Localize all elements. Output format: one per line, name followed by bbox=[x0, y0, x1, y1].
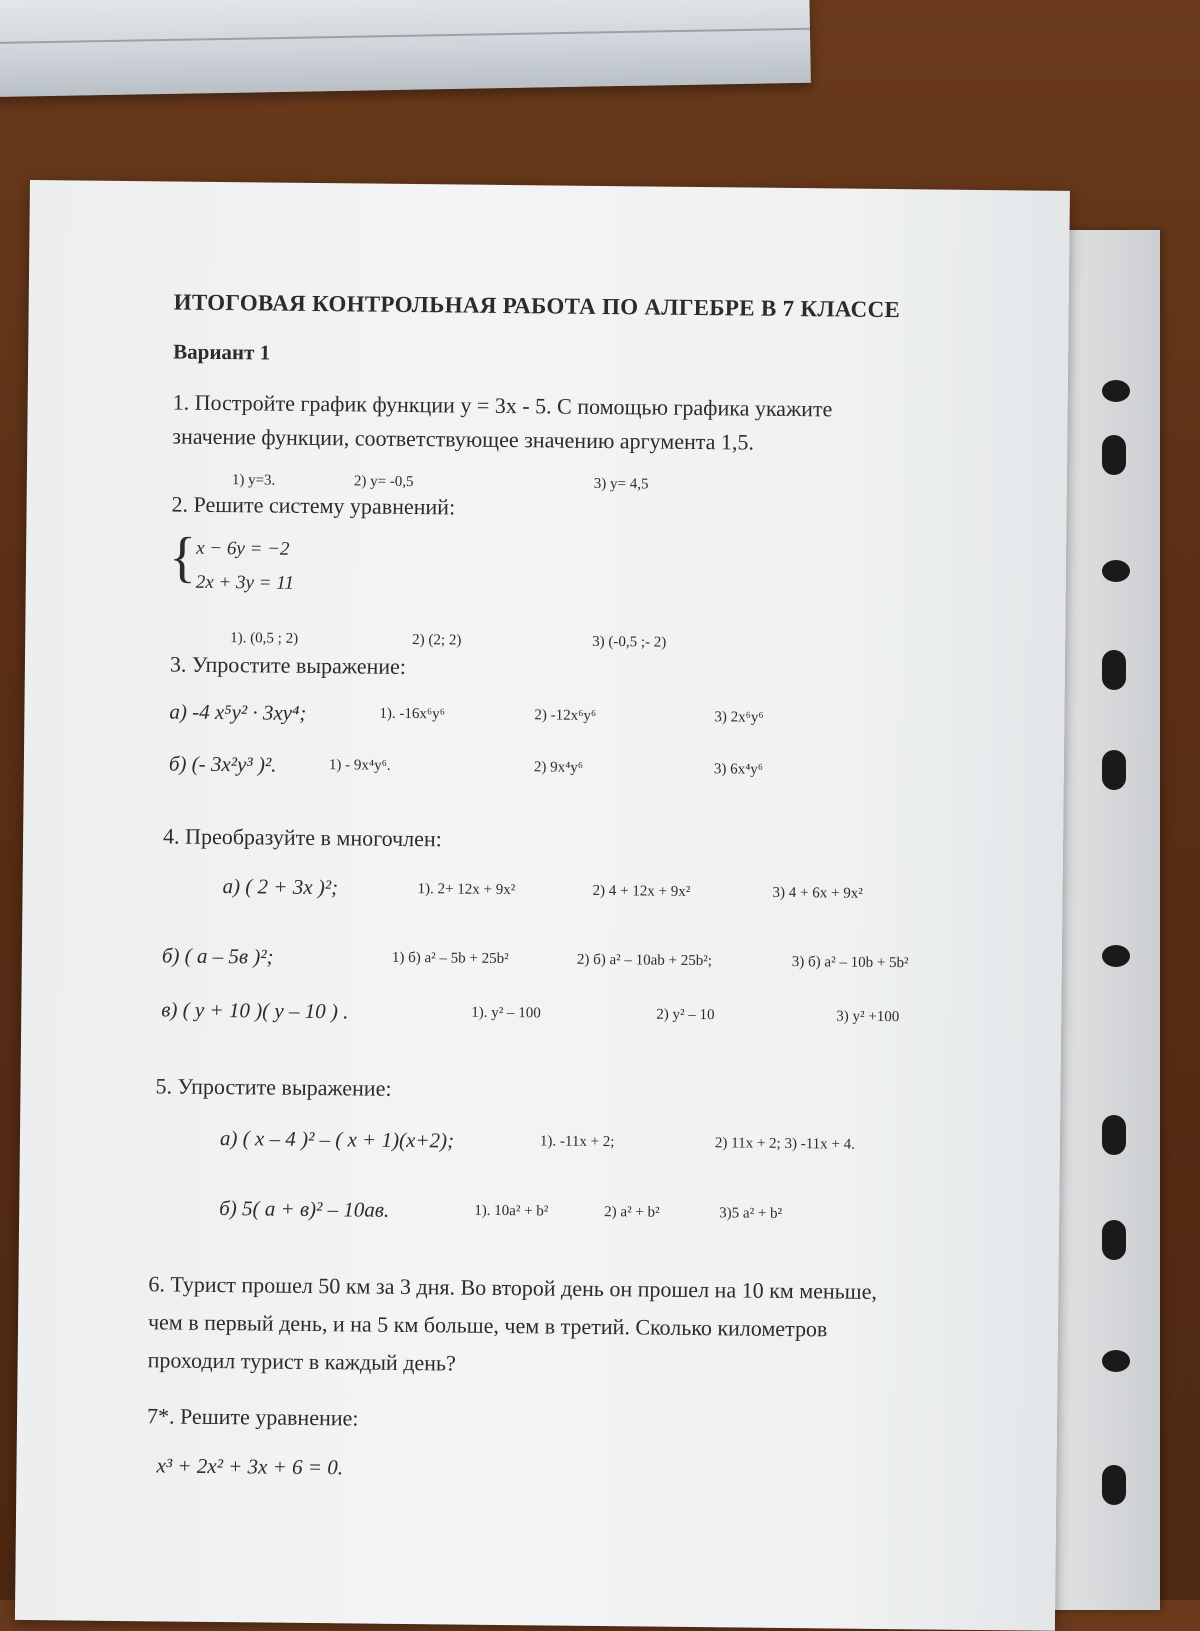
punch-hole bbox=[1102, 1115, 1126, 1155]
q6-text: 6. Турист прошел 50 км за 3 дня. Во второй день он прошел на 10 км меньше, bbox=[148, 1271, 878, 1304]
worksheet bbox=[15, 180, 1070, 1631]
q3a-answer-1: 1). -16x⁶y⁶ bbox=[379, 705, 445, 723]
q5b-answer-1: 1). 10a² + b² bbox=[474, 1202, 549, 1220]
q3b-expression: б) (- 3x²y³ )². bbox=[168, 751, 277, 777]
punch-hole bbox=[1102, 650, 1126, 690]
q1-answer-3: 3) y= 4,5 bbox=[593, 475, 649, 493]
punch-hole bbox=[1102, 380, 1130, 402]
q4a-answer-2: 2) 4 + 12x + 9x² bbox=[592, 882, 691, 900]
q5-text: 5. Упростите выражение: bbox=[155, 1073, 392, 1101]
background-papers bbox=[0, 0, 811, 97]
q3b-answer-3: 3) 6x⁴y⁶ bbox=[713, 761, 764, 778]
q4-text: 4. Преобразуйте в многочлен: bbox=[163, 823, 442, 852]
q7-text: 7*. Решите уравнение: bbox=[146, 1403, 359, 1431]
punch-hole bbox=[1102, 560, 1130, 582]
q4a-answer-1: 1). 2+ 12x + 9x² bbox=[417, 881, 516, 899]
q3a-answer-2: 2) -12x⁶y⁶ bbox=[534, 707, 597, 724]
q3b-answer-2: 2) 9x⁴y⁶ bbox=[533, 759, 584, 776]
q1-answer-2: 2) y= -0,5 bbox=[353, 473, 414, 491]
q3b-answer-1: 1) - 9x⁴y⁶. bbox=[328, 757, 391, 774]
q4c-expression: в) ( y + 10 )( y – 10 ) . bbox=[161, 997, 349, 1024]
q7-expression: x³ + 2x² + 3x + 6 = 0. bbox=[156, 1453, 344, 1480]
q5b-expression: б) 5( a + в)² – 10ав. bbox=[219, 1196, 390, 1222]
q2-answer-1: 1). (0,5 ; 2) bbox=[230, 630, 299, 647]
q1-text: 1. Постройте график функции y = 3x - 5. С помощью графика укажите bbox=[172, 389, 833, 422]
q4b-answer-3: 3) б) a² – 10b + 5b² bbox=[791, 954, 909, 972]
q1-answer-1: 1) y=3. bbox=[231, 472, 276, 489]
q4a-expression: а) ( 2 + 3x )²; bbox=[222, 874, 339, 900]
system-equation-1: x − 6y = −2 bbox=[196, 537, 290, 560]
q2-answer-2: 2) (2; 2) bbox=[412, 632, 462, 649]
q5a-expression: а) ( x – 4 )² – ( x + 1)(x+2); bbox=[219, 1126, 455, 1153]
q4a-answer-3: 3) 4 + 6x + 9x² bbox=[772, 884, 863, 902]
variant-label: Вариант 1 bbox=[173, 339, 271, 365]
q3-text: 3. Упростите выражение: bbox=[169, 651, 407, 679]
q6-text: чем в первый день, и на 5 км больше, чем в третий. Сколько километров bbox=[147, 1309, 828, 1342]
punch-hole bbox=[1102, 945, 1130, 967]
q5b-answer-2: 2) a² + b² bbox=[604, 1204, 660, 1221]
q2-text: 2. Решите систему уравнений: bbox=[171, 491, 456, 520]
q5a-answer-1: 1). -11x + 2; bbox=[539, 1133, 615, 1151]
punch-hole bbox=[1102, 1220, 1126, 1260]
q4b-answer-1: 1) б) a² – 5b + 25b² bbox=[391, 949, 509, 968]
q5b-answer-3: 3)5 a² + b² bbox=[719, 1205, 783, 1222]
system-equation-2: 2x + 3y = 11 bbox=[195, 571, 295, 594]
punch-hole bbox=[1102, 750, 1126, 790]
punch-hole bbox=[1102, 435, 1126, 475]
q4c-answer-3: 3) y² +100 bbox=[836, 1008, 900, 1026]
q2-answer-3: 3) (-0,5 ;- 2) bbox=[592, 633, 667, 651]
q4c-answer-1: 1). y² – 100 bbox=[471, 1004, 541, 1022]
worksheet-title: ИТОГОВАЯ КОНТРОЛЬНАЯ РАБОТА ПО АЛГЕБРЕ В 7 КЛАССЕ bbox=[173, 289, 901, 323]
punch-hole bbox=[1102, 1465, 1126, 1505]
q3a-answer-3: 3) 2x⁶y⁶ bbox=[714, 709, 764, 726]
q5a-answer-2-3: 2) 11x + 2; 3) -11x + 4. bbox=[714, 1135, 855, 1153]
q6-text: проходил турист в каждый день? bbox=[147, 1347, 456, 1376]
punch-hole bbox=[1102, 1350, 1130, 1372]
q1-text: значение функции, соответствующее значению аргумента 1,5. bbox=[172, 423, 755, 455]
system-brace: { bbox=[168, 526, 197, 589]
q3a-expression: а) -4 x⁵y² · 3xy⁴; bbox=[169, 699, 307, 725]
q4b-answer-2: 2) б) a² – 10ab + 25b²; bbox=[576, 951, 713, 970]
q4c-answer-2: 2) y² – 10 bbox=[656, 1006, 715, 1024]
q4b-expression: б) ( a – 5в )²; bbox=[161, 943, 274, 969]
